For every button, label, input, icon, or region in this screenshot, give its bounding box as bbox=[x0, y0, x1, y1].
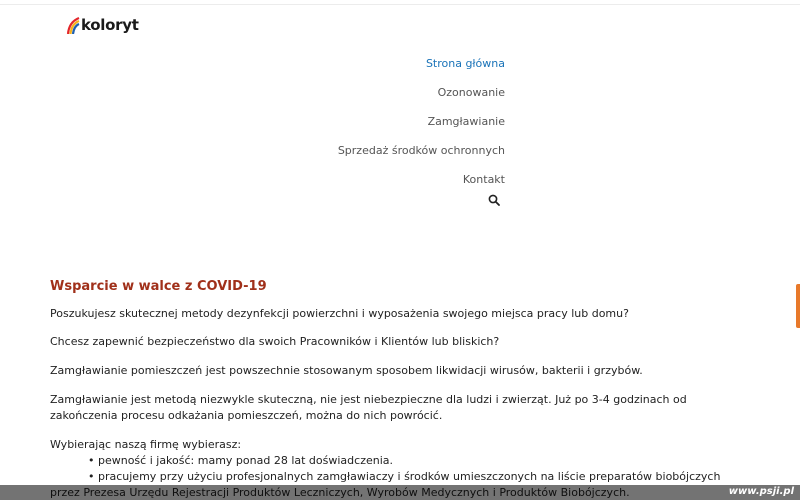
paragraph: Wybierając naszą firmę wybierasz: bbox=[50, 438, 242, 451]
logo[interactable] bbox=[66, 12, 139, 34]
list-item: • pracujemy przy użyciu profesjonalnych zamgławiaczy i środków umieszczonych na liście preparatów biobójczych bbox=[88, 470, 721, 483]
paragraph: Zamgławianie jest metodą niezwykle skuteczną, nie jest niebezpieczne dla ludzi i zwierząt. Już po 3-4 godzinach od bbox=[50, 393, 687, 406]
paragraph: Zamgławianie pomieszczeń jest powszechnie stosowanym sposobem likwidacji wirusów, bakterii i grzybów. bbox=[50, 364, 643, 377]
main-nav bbox=[338, 49, 505, 194]
rainbow-logo-icon bbox=[66, 16, 80, 34]
side-feedback-tab[interactable] bbox=[796, 284, 800, 328]
article-heading: Wsparcie w walce z COVID-19 bbox=[50, 279, 267, 294]
nav-item-zamglawianie[interactable]: Zamgławianie bbox=[427, 115, 505, 128]
watermark: www.psji.pl bbox=[728, 486, 794, 497]
paragraph: zakończenia procesu odkażania pomieszczeń, można do nich powrócić. bbox=[50, 409, 443, 422]
nav-item-kontakt[interactable]: Kontakt bbox=[462, 173, 505, 186]
paragraph: Poszukujesz skutecznej metody dezynfekcji powierzchni i wyposażenia swojego miejsca pracy lub domu? bbox=[50, 307, 629, 320]
logo-text: koloryt bbox=[81, 16, 139, 34]
nav-item-ozonowanie[interactable]: Ozonowanie bbox=[437, 86, 505, 99]
list-item: • pewność i jakość: mamy ponad 28 lat doświadczenia. bbox=[88, 454, 394, 467]
nav-item-sprzedaz[interactable]: Sprzedaż środków ochronnych bbox=[337, 144, 505, 157]
paragraph: Chcesz zapewnić bezpieczeństwo dla swoich Pracowników i Klientów lub bliskich? bbox=[50, 335, 500, 348]
watermark-bar bbox=[0, 485, 800, 500]
header-divider bbox=[0, 4, 800, 5]
search-icon[interactable] bbox=[488, 194, 500, 206]
nav-item-strona-glowna[interactable]: Strona główna bbox=[425, 57, 505, 70]
